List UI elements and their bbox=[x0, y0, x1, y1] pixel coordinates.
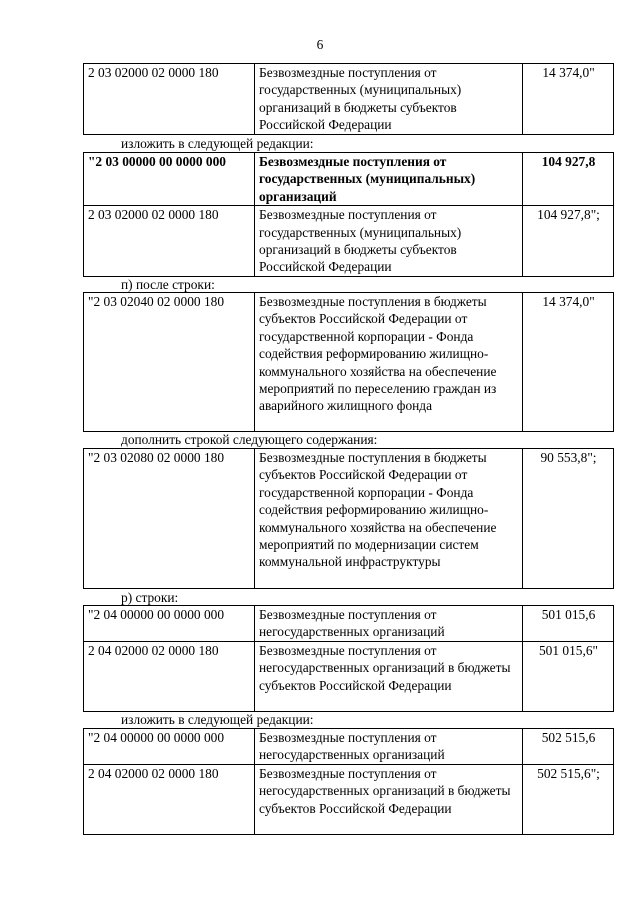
row-name: Безвозмездные поступления в бюджеты субъектов Российской Федерации от государственной корпорации - Фонда содействия реформированию жилищно-коммунального хозяйства на обеспечение мероприятий по модернизации систем коммунальной инфраструктуры bbox=[255, 449, 523, 589]
instruction-text: изложить в следующей редакции: bbox=[121, 136, 314, 151]
row-code: 2 03 02000 02 0000 180 bbox=[84, 206, 255, 277]
row-amount: 501 015,6" bbox=[523, 641, 614, 711]
table-row bbox=[84, 729, 614, 765]
table-row bbox=[84, 606, 614, 642]
table-new-2-04 bbox=[83, 728, 613, 835]
page-number: 6 bbox=[316, 37, 324, 52]
row-amount: 14 374,0" bbox=[523, 293, 614, 432]
row-code: "2 04 00000 00 0000 000 bbox=[84, 606, 255, 642]
row-code: 2 03 02000 02 0000 180 bbox=[84, 64, 255, 135]
table-old-2-03-02000 bbox=[83, 63, 613, 135]
row-name: Безвозмездные поступления от негосударственных организаций в бюджеты субъектов Российской Федерации bbox=[255, 641, 523, 711]
row-amount: 104 927,8"; bbox=[523, 206, 614, 277]
row-amount: 104 927,8 bbox=[523, 153, 614, 206]
table-row bbox=[84, 449, 614, 589]
row-code: 2 04 02000 02 0000 180 bbox=[84, 764, 255, 834]
row-name: Безвозмездные поступления от государственных (муниципальных) организаций в бюджеты субъектов Российской Федерации bbox=[255, 206, 523, 277]
table-after-row bbox=[83, 292, 613, 432]
row-code: 2 04 02000 02 0000 180 bbox=[84, 641, 255, 711]
table-row bbox=[84, 641, 614, 711]
instruction-text: р) строки: bbox=[121, 590, 179, 605]
row-name: Безвозмездные поступления от государственных (муниципальных) организаций bbox=[255, 153, 523, 206]
instruction-text: изложить в следующей редакции: bbox=[121, 712, 314, 727]
table-row bbox=[84, 64, 614, 135]
row-code: "2 03 02080 02 0000 180 bbox=[84, 449, 255, 589]
table-added-row bbox=[83, 448, 613, 589]
row-name: Безвозмездные поступления в бюджеты субъектов Российской Федерации от государственной корпорации - Фонда содействия реформированию жилищно-коммунального хозяйства на обеспечение мероприятий по переселению граждан из аварийного жилищного фонда bbox=[255, 293, 523, 432]
row-code: "2 04 00000 00 0000 000 bbox=[84, 729, 255, 765]
row-name: Безвозмездные поступления от негосударственных организаций в бюджеты субъектов Российской Федерации bbox=[255, 764, 523, 834]
row-amount: 502 515,6 bbox=[523, 729, 614, 765]
table-row bbox=[84, 206, 614, 277]
table-row bbox=[84, 764, 614, 834]
row-name: Безвозмездные поступления от негосударственных организаций bbox=[255, 729, 523, 765]
row-name: Безвозмездные поступления от государственных (муниципальных) организаций в бюджеты субъектов Российской Федерации bbox=[255, 64, 523, 135]
row-code: "2 03 02040 02 0000 180 bbox=[84, 293, 255, 432]
table-new-2-03 bbox=[83, 152, 613, 277]
row-name: Безвозмездные поступления от негосударственных организаций bbox=[255, 606, 523, 642]
table-row bbox=[84, 153, 614, 206]
table-old-2-04 bbox=[83, 605, 613, 712]
row-amount: 502 515,6"; bbox=[523, 764, 614, 834]
instruction-text: дополнить строкой следующего содержания: bbox=[121, 432, 378, 447]
instruction-text: п) после строки: bbox=[121, 277, 215, 292]
row-code: "2 03 00000 00 0000 000 bbox=[84, 153, 255, 206]
row-amount: 14 374,0" bbox=[523, 64, 614, 135]
row-amount: 90 553,8"; bbox=[523, 449, 614, 589]
row-amount: 501 015,6 bbox=[523, 606, 614, 642]
table-row bbox=[84, 293, 614, 432]
